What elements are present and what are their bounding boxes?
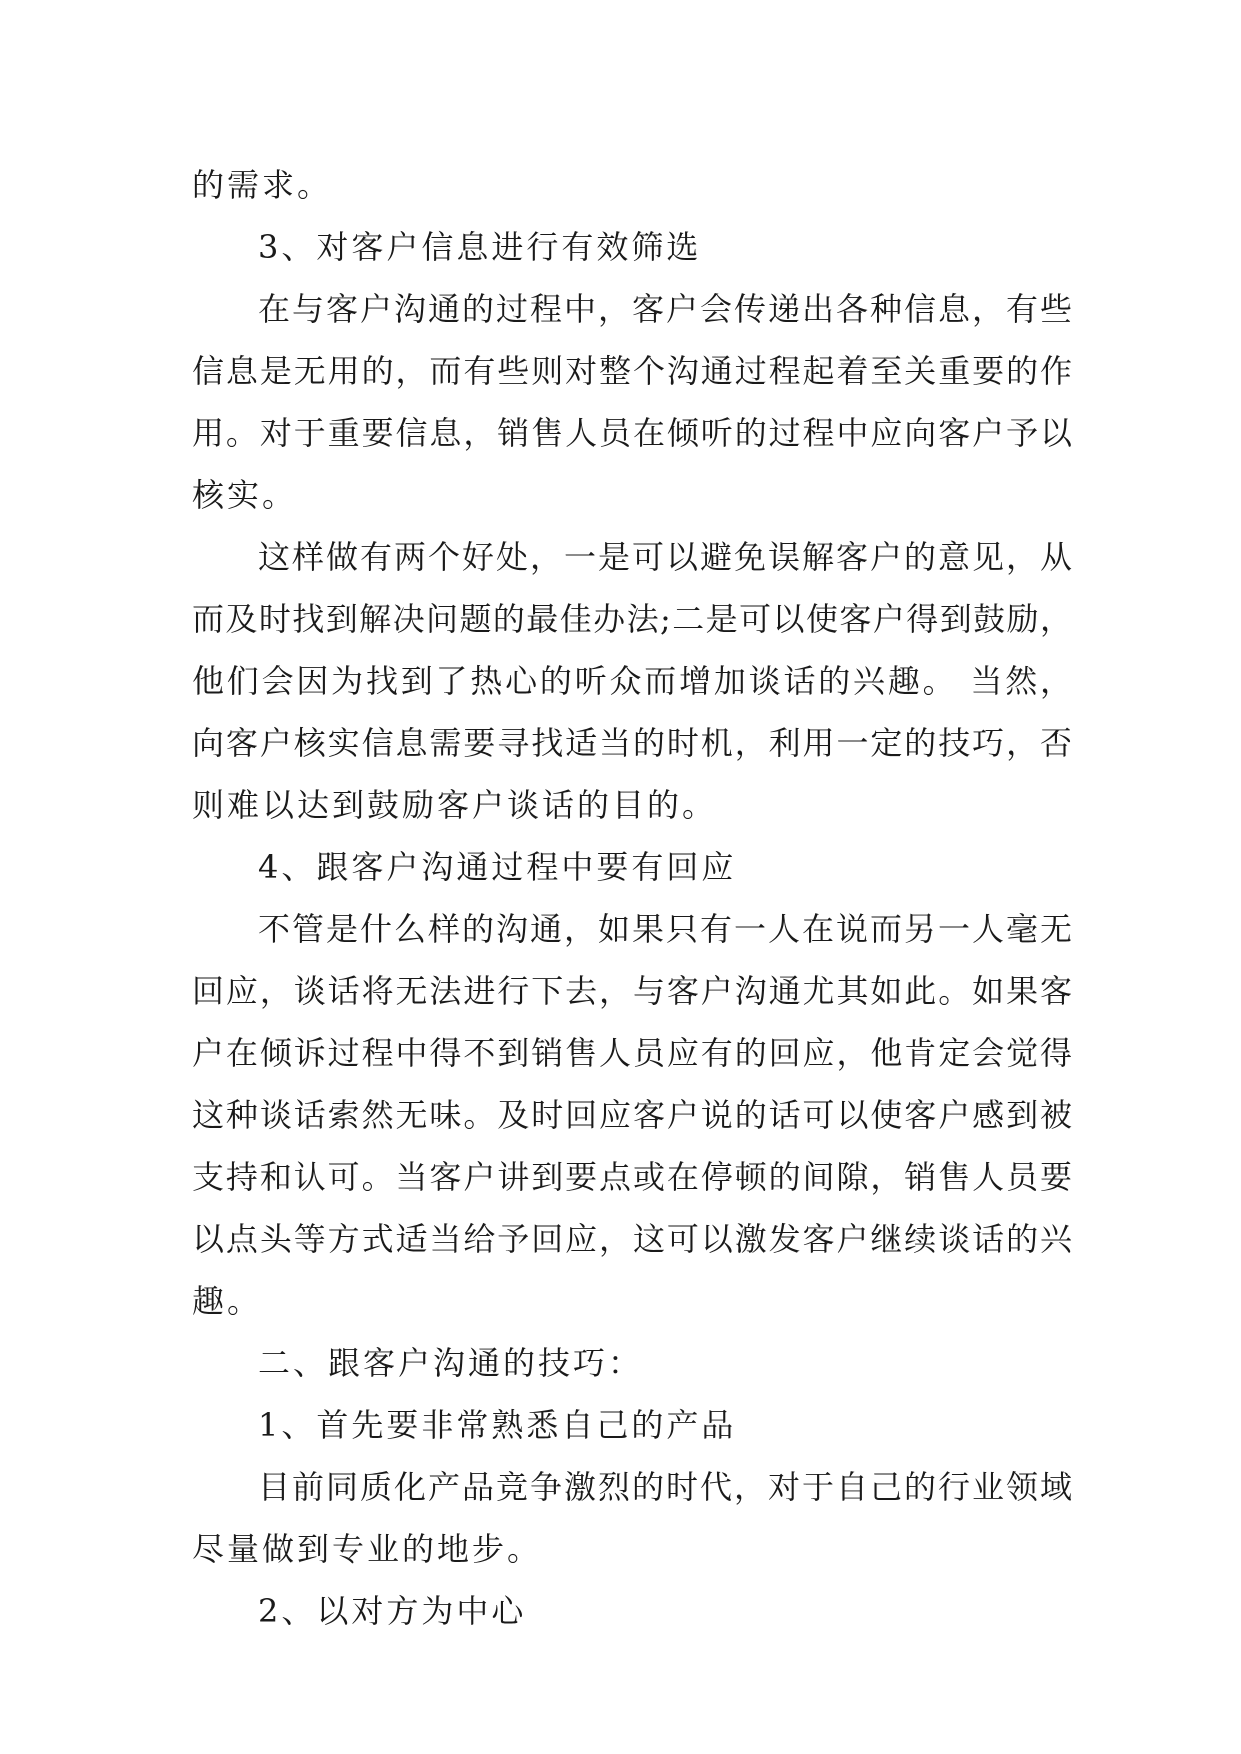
paragraph-line: 用。对于重要信息，销售人员在倾听的过程中应向客户予以 [192, 414, 1072, 452]
paragraph-line: 他们会因为找到了热心的听众而增加谈话的兴趣。 当然， [192, 662, 1072, 700]
paragraph-line: 则难以达到鼓励客户谈话的目的。 [192, 786, 718, 824]
section-heading: 4、跟客户沟通过程中要有回应 [258, 848, 737, 886]
paragraph-line: 趣。 [192, 1282, 263, 1320]
paragraph-line: 目前同质化产品竞争激烈的时代，对于自己的行业领域 [258, 1468, 1072, 1506]
paragraph-line: 在与客户沟通的过程中，客户会传递出各种信息，有些 [258, 290, 1072, 328]
paragraph-line: 支持和认可。当客户讲到要点或在停顿的间隙，销售人员要 [192, 1158, 1072, 1196]
paragraph-line: 尽量做到专业的地步。 [192, 1530, 543, 1568]
paragraph-line: 以点头等方式适当给予回应，这可以激发客户继续谈话的兴 [192, 1220, 1072, 1258]
section-heading: 二、跟客户沟通的技巧： [258, 1344, 644, 1382]
paragraph-line: 回应，谈话将无法进行下去，与客户沟通尤其如此。如果客 [192, 972, 1072, 1010]
paragraph-line: 核实。 [192, 476, 298, 514]
paragraph-line: 这种谈话索然无味。及时回应客户说的话可以使客户感到被 [192, 1096, 1072, 1134]
section-heading: 2、以对方为中心 [258, 1592, 527, 1630]
paragraph-line: 户在倾诉过程中得不到销售人员应有的回应，他肯定会觉得 [192, 1034, 1072, 1072]
paragraph-line: 不管是什么样的沟通，如果只有一人在说而另一人毫无 [258, 910, 1072, 948]
paragraph-line: 向客户核实信息需要寻找适当的时机，利用一定的技巧，否 [192, 724, 1072, 762]
section-heading: 3、对客户信息进行有效筛选 [258, 228, 702, 266]
section-heading: 1、首先要非常熟悉自己的产品 [258, 1406, 737, 1444]
paragraph-line: 信息是无用的，而有些则对整个沟通过程起着至关重要的作 [192, 352, 1072, 390]
paragraph-line: 这样做有两个好处，一是可以避免误解客户的意见，从 [258, 538, 1072, 576]
paragraph-line: 的需求。 [192, 166, 333, 204]
paragraph-line: 而及时找到解决问题的最佳办法;二是可以使客户得到鼓励， [192, 600, 1072, 638]
